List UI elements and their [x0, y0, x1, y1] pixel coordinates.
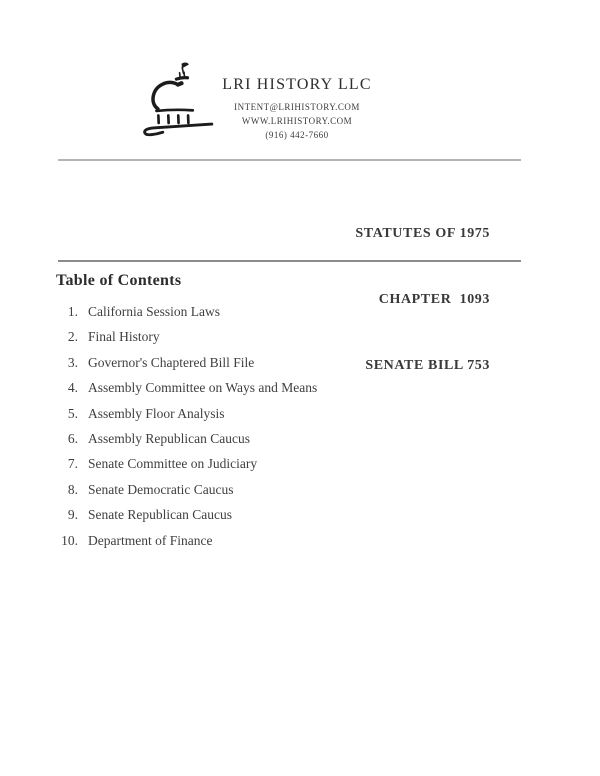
statutes-year-line: STATUTES OF 1975 [355, 226, 490, 241]
company-website: WWW.LRIHISTORY.COM [241, 116, 353, 126]
statute-reference-block [355, 179, 490, 421]
toc-item-label: Senate Democratic Caucus [88, 481, 234, 497]
toc-item-label: California Session Laws [88, 304, 220, 319]
toc-item-label: Assembly Committee on Ways and Means [88, 380, 318, 396]
toc-item-number: 7. [67, 456, 78, 472]
toc-item-number: 1. [67, 304, 78, 319]
toc-list [46, 299, 317, 553]
toc-item [46, 401, 317, 426]
toc-item [46, 375, 317, 400]
toc-item [46, 502, 317, 527]
toc-item-number: 6. [67, 431, 78, 447]
toc-item-number: 9. [67, 507, 78, 523]
toc-item-label: Governor's Chaptered Bill File [88, 354, 255, 370]
divider-top [58, 159, 521, 161]
company-email: INTENT@LRIHISTORY.COM [234, 102, 360, 112]
divider-bottom [58, 260, 521, 262]
toc-item [46, 477, 317, 502]
company-name: LRI HISTORY LLC [222, 76, 372, 93]
toc-item-label: Assembly Republican Caucus [88, 431, 250, 447]
toc-item [46, 451, 317, 476]
toc-item-number: 2. [67, 329, 78, 345]
toc-title: Table of Contents [56, 272, 182, 289]
toc-item [46, 324, 317, 349]
company-phone: (916) 442-7660 [265, 130, 329, 140]
toc-item-label: Senate Committee on Judiciary [88, 456, 258, 472]
toc-item [46, 426, 317, 451]
toc-item-number: 3. [67, 354, 78, 370]
toc-item [46, 299, 317, 324]
chapter-line: CHAPTER 1093 [378, 292, 490, 307]
toc-item-number: 5. [67, 405, 78, 421]
senate-bill-line: SENATE BILL 753 [365, 358, 490, 373]
toc-item-number: 4. [67, 380, 78, 396]
toc-item-number: 8. [67, 481, 78, 497]
toc-item-label: Final History [88, 329, 160, 345]
company-header [147, 76, 447, 142]
toc-item-label: Department of Finance [88, 532, 213, 548]
toc-item-number: 10. [61, 532, 78, 548]
toc-item [46, 350, 317, 375]
toc-item-label: Assembly Floor Analysis [88, 405, 225, 421]
toc-item [46, 528, 317, 553]
toc-item-label: Senate Republican Caucus [88, 507, 232, 523]
